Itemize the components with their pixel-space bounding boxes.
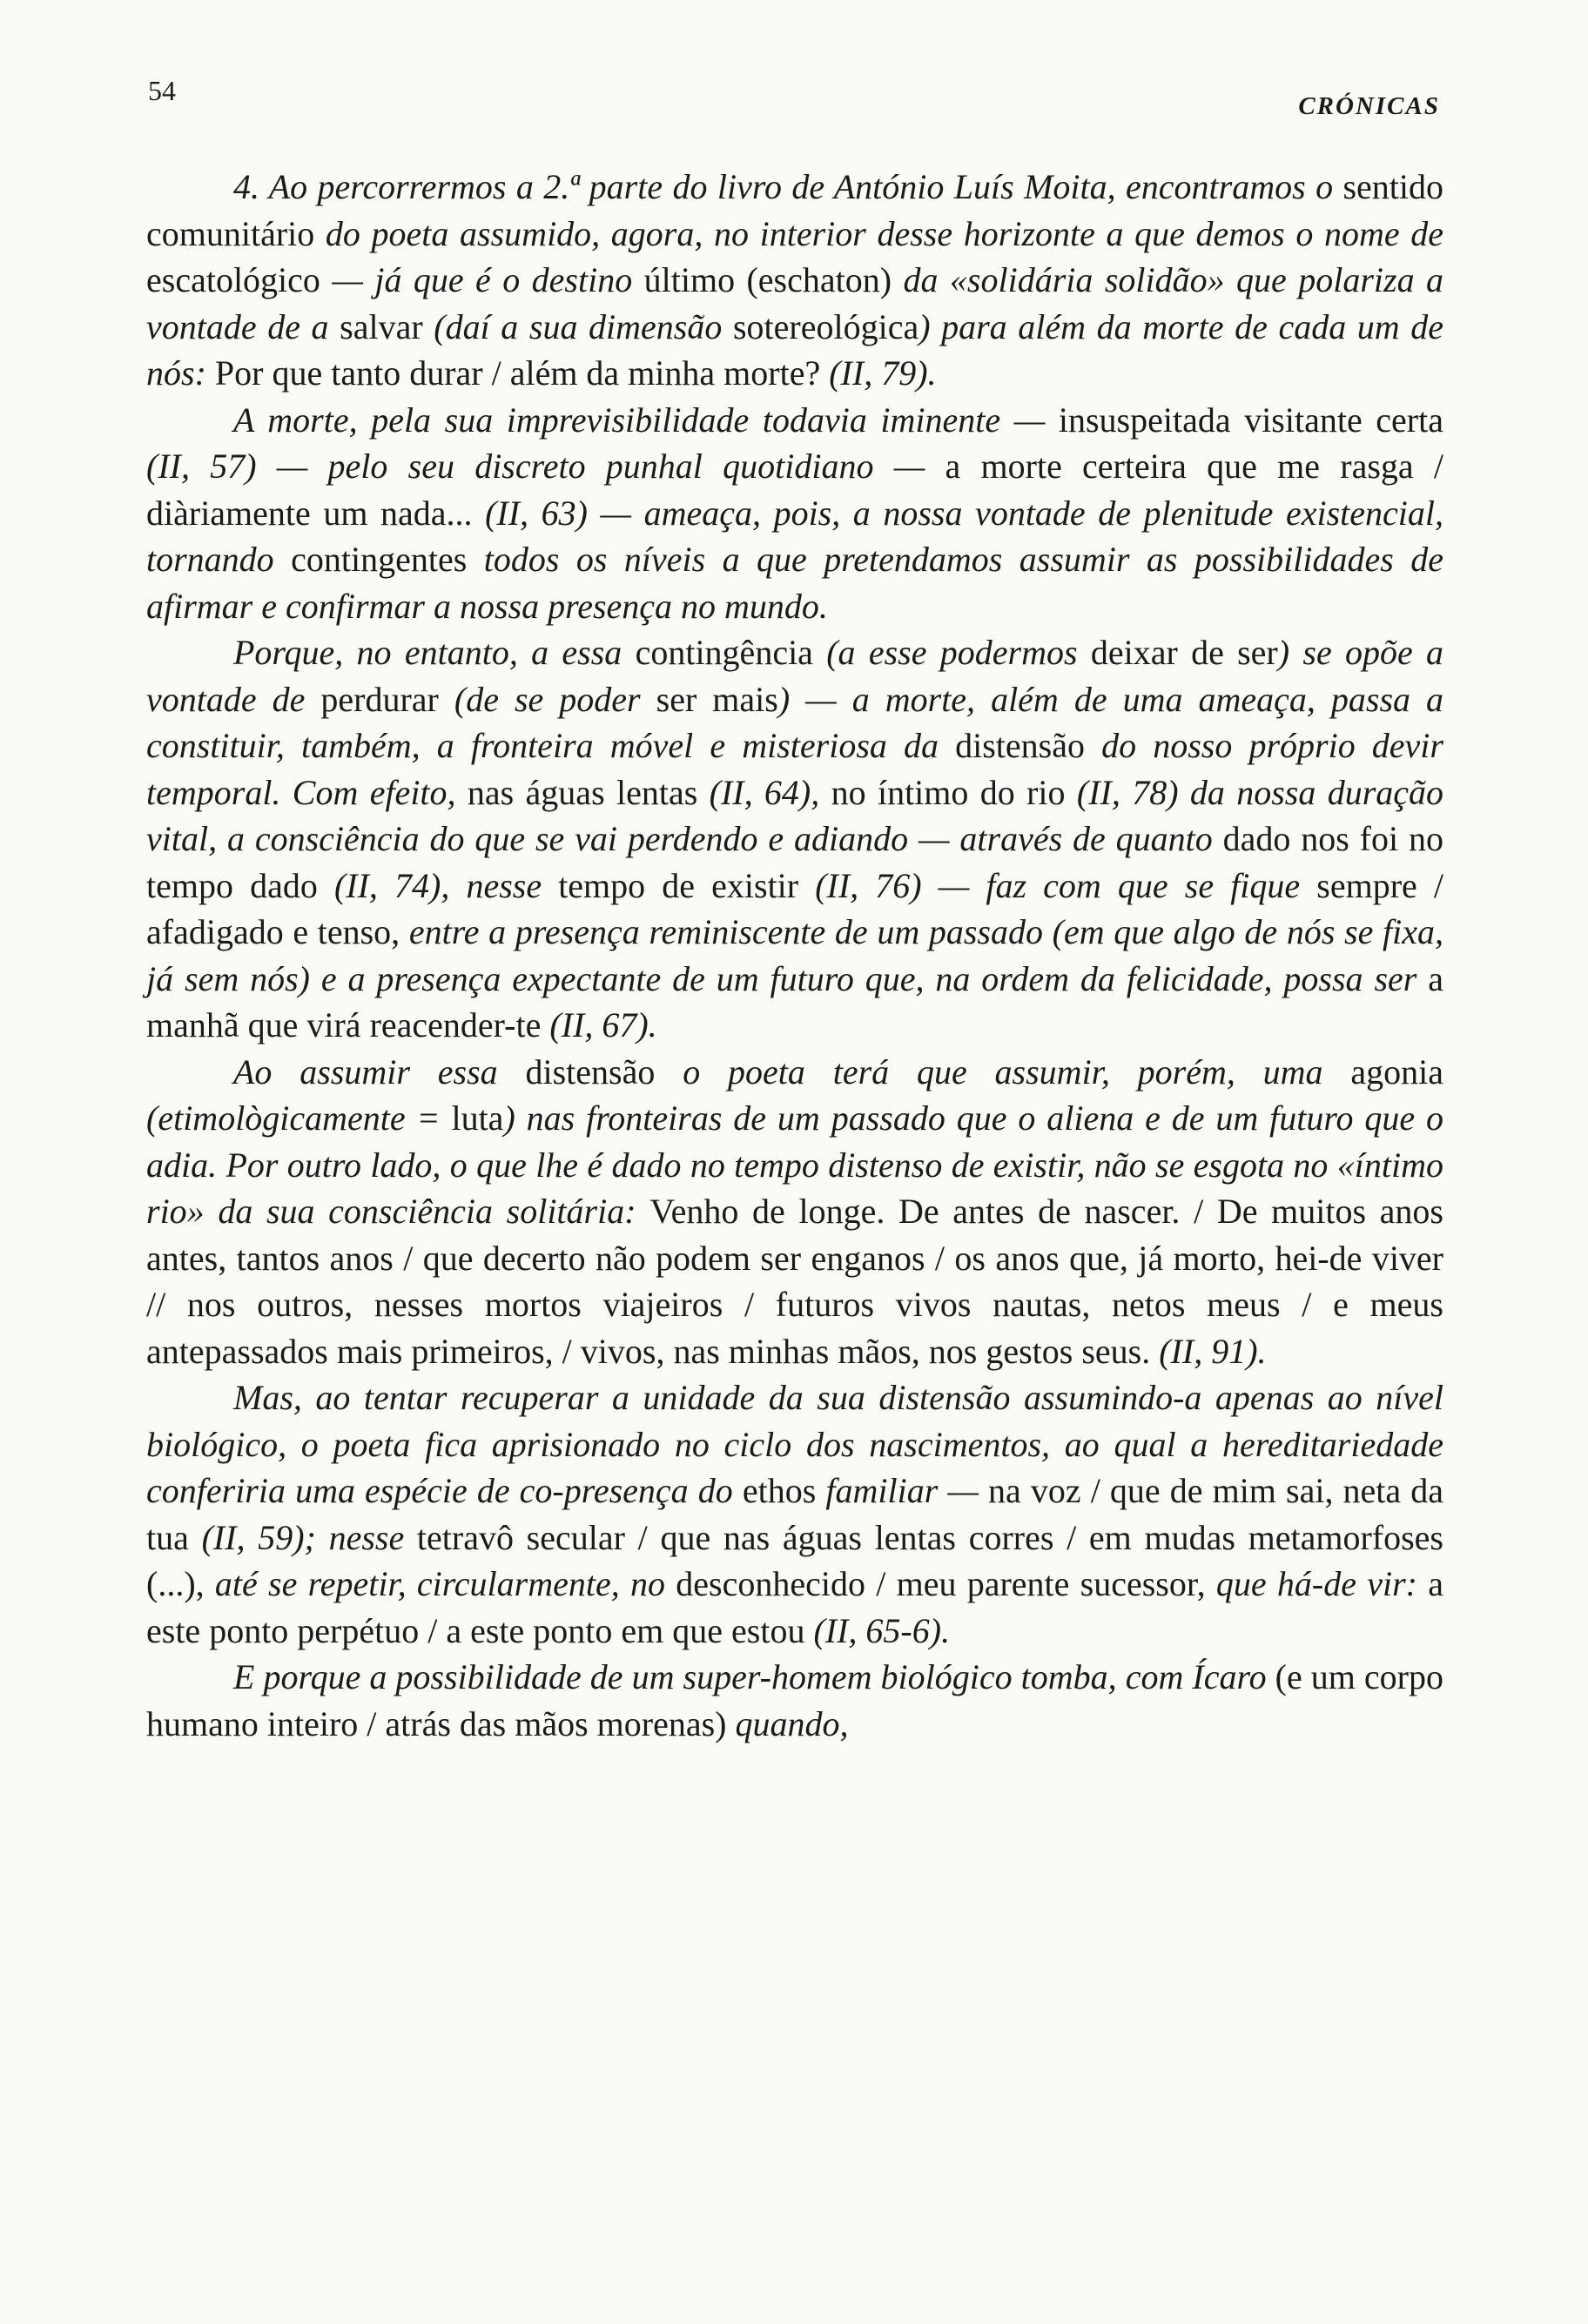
- paragraph-3: [146, 629, 1443, 1049]
- italic-run: (etimològicamente =: [146, 1098, 452, 1138]
- roman-run: insuspeitada visitante certa: [1058, 400, 1443, 440]
- paragraph-1: [146, 164, 1443, 397]
- roman-run: deixar de ser: [1090, 633, 1278, 672]
- italic-run: (de se poder: [454, 679, 656, 719]
- roman-run: (e um corpo humano inteiro / atrás das mãos morenas): [146, 1657, 1444, 1743]
- paragraph-4: [146, 1049, 1443, 1375]
- italic-run: do nosso próprio devir temporal. Com efeito,: [146, 726, 1443, 812]
- roman-run: a morte certeira que me rasga / diàriamente um nada...: [146, 447, 1443, 533]
- italic-run: (II, 91).: [1159, 1331, 1267, 1371]
- italic-run: (daí a sua dimensão: [434, 306, 733, 346]
- italic-run: (II, 63) — ameaça, pois, a nossa vontade de plenitude existencial, tornando: [146, 493, 1443, 579]
- roman-run: perdurar: [320, 679, 454, 719]
- italic-run: até se repetir, circularmente, no: [214, 1564, 676, 1603]
- italic-run: 4. Ao percorrermos a 2.ª parte do livro de António Luís Moita, encontramos o: [233, 167, 1343, 206]
- italic-run: Porque, no entanto, a essa: [233, 633, 636, 672]
- roman-run: no íntimo do rio: [831, 772, 1077, 812]
- italic-run: (II, 65-6).: [813, 1610, 951, 1650]
- italic-run: (II, 57) — pelo seu discreto punhal quotidiano —: [146, 447, 945, 486]
- roman-run: ethos: [742, 1471, 826, 1510]
- roman-run: tempo de existir: [558, 865, 816, 905]
- roman-run: a manhã que virá reacender-te: [146, 958, 1443, 1044]
- roman-run: desconhecido / meu parente sucessor,: [676, 1564, 1216, 1603]
- italic-run: entre a presença reminiscente de um passado (em que algo de nós se fixa, já sem nós) e a presença expectante de um futuro que, na ordem da felicidade, possa ser: [146, 912, 1443, 998]
- italic-run: que há-de vir:: [1215, 1564, 1429, 1603]
- italic-run: ) se opõe a vontade de: [146, 633, 1444, 719]
- italic-run: — já que é o destino: [332, 260, 644, 299]
- italic-run: da «solidária solidão» que polariza a vontade de a: [146, 260, 1443, 346]
- italic-run: ) nas fronteiras de um passado que o aliena e de um futuro que o adia. Por outro lado, o que lhe é dado no tempo distenso de existir, não se esgota no «íntimo rio» da sua consciência solitária:: [146, 1098, 1443, 1231]
- italic-run: (II, 67).: [549, 1005, 657, 1044]
- italic-run: (a esse podermos: [826, 633, 1091, 672]
- roman-run: ser mais: [656, 679, 778, 719]
- paragraph-5: [146, 1374, 1443, 1654]
- italic-run: do poeta assumido, agora, no interior desse horizonte a que demos o nome de: [325, 213, 1444, 253]
- body-text: [146, 164, 1443, 1747]
- italic-run: quando,: [735, 1703, 849, 1743]
- roman-run: luta: [451, 1098, 504, 1138]
- italic-run: Ao assumir essa: [233, 1051, 526, 1091]
- roman-run: distensão: [955, 726, 1102, 765]
- roman-run: contingentes: [291, 540, 484, 579]
- italic-run: (II, 76) — faz com que se fique: [815, 865, 1317, 905]
- roman-run: sotereológica: [732, 306, 919, 346]
- roman-run: contingência: [635, 633, 827, 672]
- roman-run: distensão: [525, 1051, 683, 1091]
- roman-run: dado nos foi no tempo dado: [146, 819, 1443, 905]
- italic-run: (II, 64),: [709, 772, 831, 812]
- running-head: CRÓNICAS: [1298, 92, 1440, 120]
- roman-run: agonia: [1350, 1051, 1443, 1091]
- roman-run: tetravô secular / que nas águas lentas corres / em mudas metamorfoses (...),: [146, 1517, 1443, 1603]
- italic-run: o poeta terá que assumir, porém, uma: [683, 1051, 1351, 1091]
- paragraph-2: [146, 397, 1443, 630]
- italic-run: Mas, ao tentar recuperar a unidade da sua distensão assumindo-a apenas ao nível biológico, o poeta fica aprisionado no ciclo dos nascimentos, ao qual a hereditariedade conferiria uma espécie de co-presença do: [146, 1378, 1443, 1510]
- italic-run: (II, 79).: [829, 353, 937, 393]
- italic-run: (II, 74), nesse: [333, 865, 559, 905]
- roman-run: a este ponto perpétuo / a este ponto em que estou: [146, 1564, 1443, 1650]
- roman-run: escatológico: [146, 260, 333, 299]
- roman-run: nas águas lentas: [467, 772, 710, 812]
- page-number: 54: [148, 75, 176, 106]
- italic-run: todos os níveis a que pretendamos assumir as possibilidades de afirmar e confirmar a nossa presença no mundo.: [146, 540, 1444, 626]
- italic-run: (II, 59); nesse: [201, 1517, 417, 1557]
- roman-run: último (eschaton): [643, 260, 904, 299]
- roman-run: salvar: [340, 306, 434, 346]
- italic-run: A morte, pela sua imprevisibilidade todavia iminente —: [233, 400, 1059, 440]
- roman-run: Venho de longe. De antes de nascer. / De muitos anos antes, tantos anos / que decerto não podem ser enganos / os anos que, já morto, hei-de viver // nos outros, nesses mortos viajeiros / futuros vivos nautas, netos meus / e meus antepassados mais primeiros, / vivos, nas minhas mãos, nos gestos seus.: [146, 1192, 1443, 1371]
- italic-run: ) para além da morte de cada um de nós:: [146, 306, 1444, 393]
- italic-run: ) — a morte, além de uma ameaça, passa a constituir, também, a fronteira móvel e misteriosa da: [146, 679, 1444, 765]
- italic-run: familiar —: [825, 1471, 989, 1510]
- roman-run: sempre / afadigado e tenso,: [146, 865, 1444, 951]
- italic-run: E porque a possibilidade de um super-homem biológico tomba, com Ícaro: [233, 1657, 1275, 1696]
- roman-run: na voz / que de mim sai, neta da tua: [146, 1471, 1443, 1557]
- paragraph-6: [146, 1654, 1443, 1747]
- roman-run: Por que tanto durar / além da minha morte?: [214, 353, 830, 393]
- roman-run: sentido comunitário: [146, 167, 1443, 253]
- italic-run: (II, 78) da nossa duração vital, a consciência do que se vai perdendo e adiando — através de quanto: [146, 772, 1444, 858]
